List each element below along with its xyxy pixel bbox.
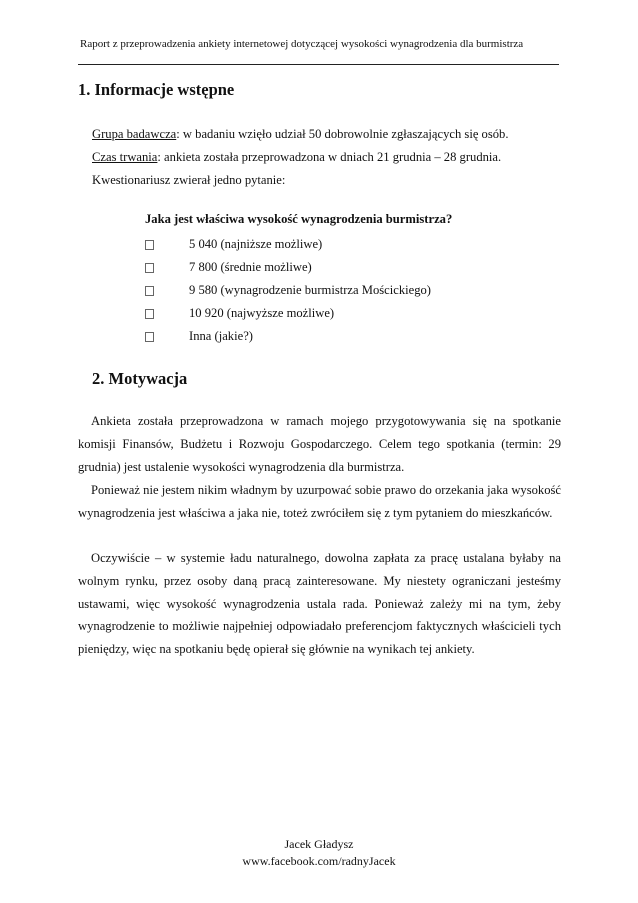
option-label: 9 580 (wynagrodzenie burmistrza Mościckiego): [189, 283, 432, 297]
page-header: Raport z przeprowadzenia ankiety internetowej dotyczącej wysokości wynagrodzenia dla burmistrza: [80, 38, 524, 50]
group-text: : w badaniu wzięło udział 50 dobrowolnie zgłaszających się osób.: [176, 127, 509, 141]
header-rule: [78, 64, 559, 65]
section-1-title: 1. Informacje wstępne: [78, 80, 235, 99]
paragraph: Oczywiście – w systemie ładu naturalnego, dowolna zapłata za pracę ustalana byłaby na wolnym rynku, przez osoby daną pracą zainteresowane. My niestety ograniczani jesteśmy ustawami, więc wysokość wynagrodzenia ustala rada. Ponieważ zależy mi na tym, żeby wynagrodzenie to możliwie najpełniej odpowiadało preferencjom faktycznych właścicieli tych pieniędzy, więc na spotkaniu będę opierał się głównie na wynikach tej ankiety.: [78, 551, 561, 657]
footer-url: www.facebook.com/radnyJacek: [242, 854, 396, 868]
option-label: 5 040 (najniższe możliwe): [189, 237, 323, 251]
option-item: [145, 237, 465, 257]
option-label: 7 800 (średnie możliwe): [189, 260, 312, 274]
footer-author: Jacek Gładysz: [284, 837, 354, 851]
duration-text: : ankieta została przeprowadzona w dniach 21 grudnia – 28 grudnia.: [157, 150, 502, 164]
option-item: [145, 329, 465, 349]
checkbox-icon: [145, 332, 154, 342]
option-label: 10 920 (najwyższe możliwe): [189, 306, 335, 320]
group-line: [92, 127, 509, 142]
checkbox-icon: [145, 240, 154, 250]
duration-label: Czas trwania: [92, 150, 158, 164]
option-label: Inna (jakie?): [189, 329, 253, 343]
questionnaire-intro: Kwestionariusz zwierał jedno pytanie:: [92, 173, 286, 187]
checkbox-icon: [145, 286, 154, 296]
section-2-title: 2. Motywacja: [92, 369, 188, 388]
duration-line: [92, 150, 501, 165]
checkbox-icon: [145, 263, 154, 273]
checkbox-icon: [145, 309, 154, 319]
option-item: [145, 306, 465, 326]
option-item: [145, 283, 465, 303]
survey-question: Jaka jest właściwa wysokość wynagrodzenia burmistrza?: [145, 212, 453, 226]
group-label: Grupa badawcza: [92, 127, 177, 141]
paragraph: Ponieważ nie jestem nikim władnym by uzurpować sobie prawo do orzekania jaka wysokość wynagrodzenia jest właściwa a jaka nie, toteż zwróciłem się z tym pytaniem do mieszkańców.: [78, 483, 561, 520]
option-item: [145, 260, 465, 280]
paragraph: Ankieta została przeprowadzona w ramach mojego przygotowywania się na spotkanie komisji Finansów, Budżetu i Rozwoju Gospodarczego. Celem tego spotkania (termin: 29 grudnia) jest ustalenie wysokości wynagrodzenia dla burmistrza.: [78, 414, 561, 474]
